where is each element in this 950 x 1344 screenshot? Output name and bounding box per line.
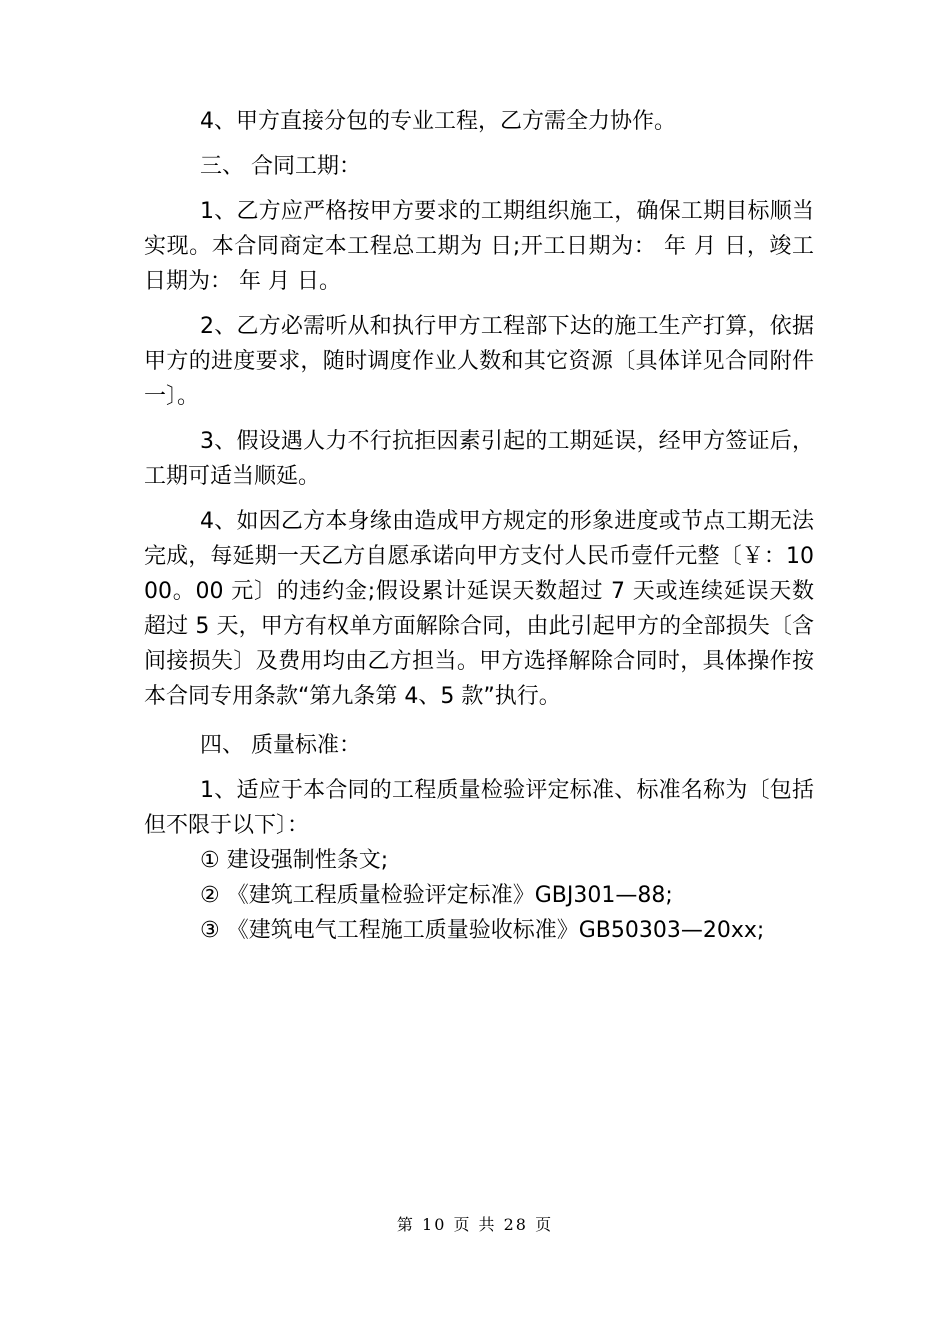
paragraph-period-2: 2、乙方必需听从和执行甲方工程部下达的施工生产打算，依据甲方的进度要求，随时调度作业人数和其它资源〔具体详见合同附件一〕。 xyxy=(144,314,814,409)
document-body xyxy=(144,104,814,948)
list-item-standard-3: ③ 《建筑电气工程施工质量验收标准》GB50303—20xx; xyxy=(200,918,765,943)
paragraph-period-3: 3、假设遇人力不行抗拒因素引起的工期延误，经甲方签证后，工期可适当顺延。 xyxy=(144,429,814,489)
section-heading-contract-period: 三、 合同工期： xyxy=(200,154,361,179)
paragraph-period-4: 4、如因乙方本身缘由造成甲方规定的形象进度或节点工期无法完成，每延期一天乙方自愿承诺向甲方支付人民币壹仟元整〔￥：1000。00 元〕的违约金;假设累计延误天数超过 7 天或连续延误天数超过 5 天，甲方有权单方面解除合同，由此引起甲方的全部损失〔含间接损失〕及费用均由乙方担当。甲方选择解除合同时，具体操作按本合同专用条款“第九条第 4、5 款”执行。 xyxy=(144,509,814,709)
page-number-footer: 第 10 页 共 28 页 xyxy=(396,1215,554,1234)
paragraph-period-1: 1、乙方应严格按甲方要求的工期组织施工，确保工期目标顺当实现。本合同商定本工程总工期为 日;开工日期为： 年 月 日，竣工日期为： 年 月 日。 xyxy=(144,199,814,294)
list-item-standard-1: ① 建设强制性条文; xyxy=(200,848,389,873)
list-item-standard-2: ② 《建筑工程质量检验评定标准》GBJ301—88; xyxy=(200,883,673,908)
section-heading-quality-standard: 四、 质量标准： xyxy=(200,733,361,758)
paragraph-quality-1: 1、适应于本合同的工程质量检验评定标准、标准名称为〔包括但不限于以下〕： xyxy=(144,778,814,838)
paragraph-subcontract-cooperation: 4、甲方直接分包的专业工程，乙方需全力协作。 xyxy=(200,109,676,134)
